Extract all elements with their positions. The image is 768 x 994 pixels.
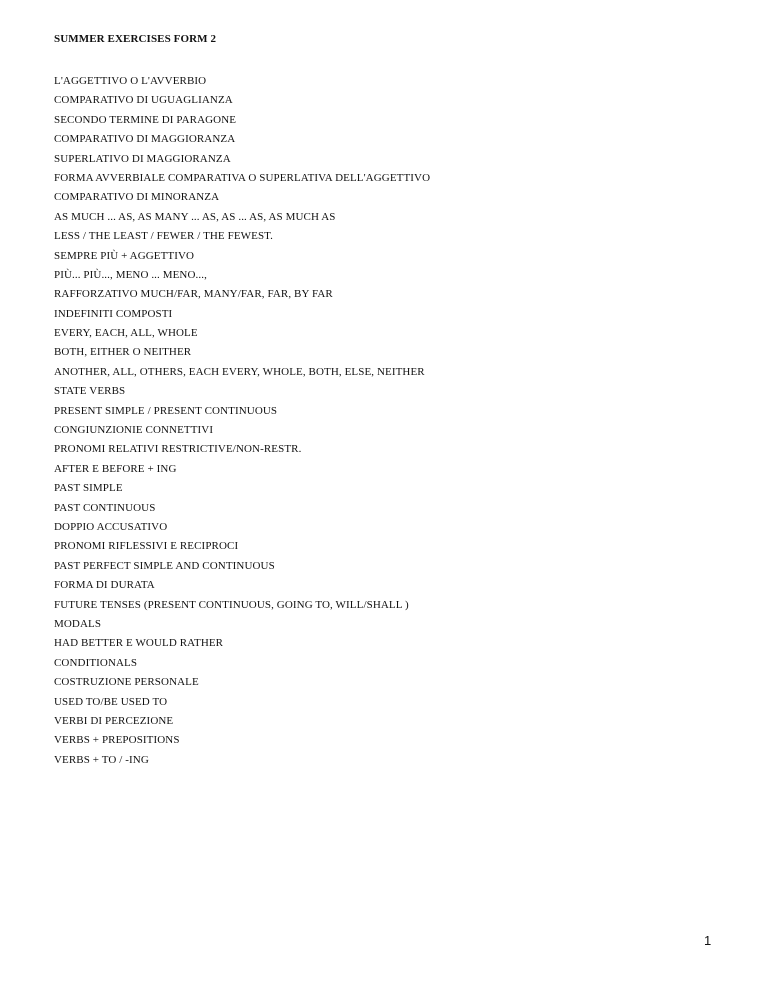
topic-item: FORMA DI DURATA [54,579,155,592]
topic-item: AS MUCH ... AS, AS MANY ... AS, AS ... AS, AS MUCH AS [54,210,336,223]
topic-item: L'AGGETTIVO O L'AVVERBIO [54,75,207,87]
topic-item: PAST PERFECT SIMPLE AND CONTINUOUS [54,559,275,572]
topic-item: PAST CONTINUOUS [54,501,156,514]
topic-item: SEMPRE PIÙ + AGGETTIVO [54,249,195,262]
topic-item: DOPPIO ACCUSATIVO [54,520,168,533]
topic-item: VERBS + PREPOSITIONS [54,734,180,747]
topic-item: COSTRUZIONE PERSONALE [54,676,199,689]
topic-item: FUTURE TENSES (PRESENT CONTINUOUS, GOING TO, WILL/SHALL ) [54,598,409,611]
topic-item: VERBI DI PERCEZIONE [54,714,174,727]
topic-item: AFTER E BEFORE + ING [54,462,177,475]
topic-item: LESS / THE LEAST / FEWER / THE FEWEST. [54,230,274,243]
topic-item: PRONOMI RIFLESSIVI E RECIPROCI [54,540,239,553]
topic-item: BOTH, EITHER O NEITHER [54,346,192,359]
topic-item: SUPERLATIVO DI MAGGIORANZA [54,152,231,165]
page-number: 1 [704,933,712,948]
topic-item: FORMA AVVERBIALE COMPARATIVA O SUPERLATIVA DELL'AGGETTIVO [54,171,431,184]
topic-item: HAD BETTER E WOULD RATHER [54,637,224,650]
topic-item: PAST SIMPLE [54,482,123,495]
topic-list [54,72,430,770]
topic-item: INDEFINITI COMPOSTI [54,307,173,320]
topic-item: USED TO/BE USED TO [54,695,168,708]
topic-item: MODALS [54,617,102,630]
topic-item: EVERY, EACH, ALL, WHOLE [54,327,198,340]
topic-item: VERBS + TO / -ING [54,753,149,766]
topic-item: CONGIUNZIONIE CONNETTIVI [54,424,214,437]
topic-item: CONDITIONALS [54,656,138,669]
topic-item: ANOTHER, ALL, OTHERS, EACH EVERY, WHOLE, BOTH, ELSE, NEITHER [54,365,425,378]
topic-item: SECONDO TERMINE DI PARAGONE [54,113,237,126]
topic-item: PIÙ... PIÙ..., MENO ... MENO..., [54,268,207,281]
topic-item: COMPARATIVO DI MAGGIORANZA [54,133,236,146]
topic-item: PRESENT SIMPLE / PRESENT CONTINUOUS [54,404,278,417]
document-title: SUMMER EXERCISES FORM 2 [54,33,217,45]
topic-item: STATE VERBS [54,385,126,398]
topic-item: RAFFORZATIVO MUCH/FAR, MANY/FAR, FAR, BY FAR [54,288,333,301]
topic-item: PRONOMI RELATIVI RESTRICTIVE/NON-RESTR. [54,443,302,456]
topic-item: COMPARATIVO DI MINORANZA [54,191,220,204]
topic-item: COMPARATIVO DI UGUAGLIANZA [54,94,233,107]
